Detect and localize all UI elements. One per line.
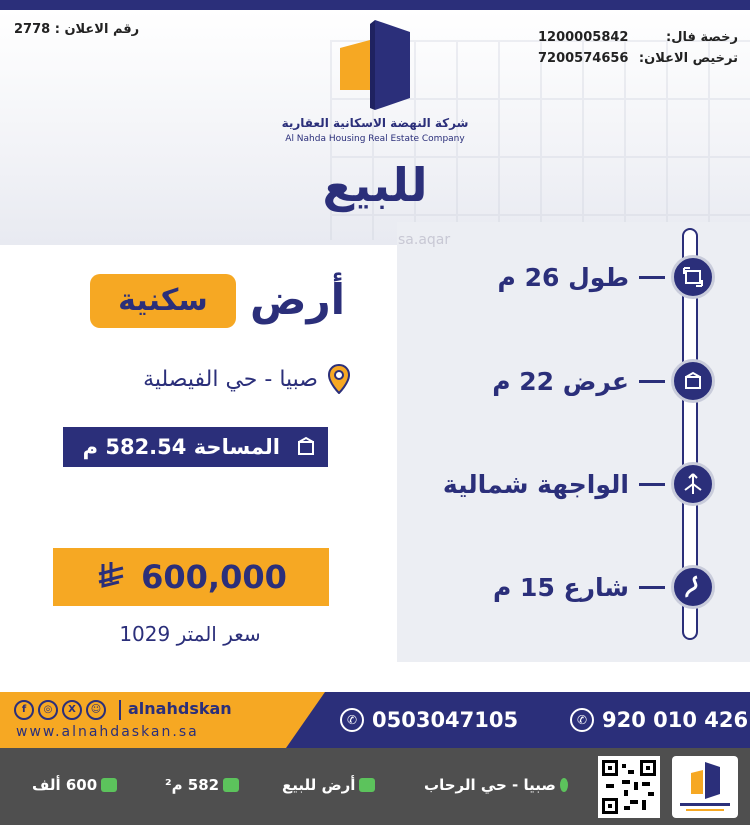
qr-code-icon [602, 760, 656, 814]
length-box-icon [671, 255, 715, 299]
snapchat-icon[interactable]: ☺ [86, 700, 106, 720]
company-name-ar: شركة النهضة الاسكانية العقارية [281, 116, 469, 130]
phone-1-number: 0503047105 [372, 708, 519, 732]
footer-location-label: صبيا - حي الرحاب [424, 776, 556, 794]
phone-icon: ✆ [340, 708, 364, 732]
footer-area-label: 582 م² [165, 776, 220, 794]
feature-dash [639, 483, 665, 486]
fal-license-label: رخصة فال: [666, 30, 738, 45]
area-box [63, 427, 328, 467]
area-box-icon [294, 435, 318, 459]
footer-type-label: أرض للبيع [282, 776, 356, 794]
feature-facade-label: الواجهة شمالية [442, 469, 629, 499]
feature-street-label: شارع 15 م [493, 572, 629, 602]
fal-license-value: 1200005842 [538, 30, 629, 45]
footer-price-label: 600 ألف [32, 776, 98, 794]
footer-type [282, 776, 375, 794]
feature-length-label: طول 26 م [497, 262, 629, 292]
feature-dash [639, 380, 665, 383]
social-icons [14, 700, 106, 720]
location-label: صبيا - حي الفيصلية [143, 366, 318, 392]
ad-permit-value: 7200574656 [538, 51, 629, 66]
feature-facade [420, 459, 715, 509]
social-separator [119, 700, 121, 720]
footer-location [424, 776, 568, 794]
area-label: المساحة 582.54 م [82, 435, 280, 459]
facebook-icon[interactable]: f [14, 700, 34, 720]
pin-icon [560, 778, 568, 792]
company-logo-small-icon [672, 756, 738, 818]
company-logo-small [672, 756, 738, 818]
feature-width [420, 356, 715, 406]
location [90, 364, 350, 394]
instagram-icon[interactable]: ◎ [38, 700, 58, 720]
location-pin-icon [328, 364, 350, 394]
phone-2[interactable] [570, 708, 748, 732]
company-name-en: Al Nahda Housing Real Estate Company [285, 134, 465, 144]
feature-length [420, 252, 715, 302]
phone-2-number: 920 010 426 [602, 708, 749, 732]
footer-area [165, 776, 239, 794]
direction-arrows-icon [671, 462, 715, 506]
ad-permit-label: ترخيص الاعلان: [638, 51, 738, 66]
wallet-icon [101, 778, 117, 792]
company-logo [340, 20, 410, 110]
for-sale-title: للبيع [322, 158, 428, 212]
social-handle[interactable]: alnahdskan [128, 699, 232, 718]
website-link[interactable]: www.alnahdaskan.sa [16, 724, 199, 740]
property-category-badge: سكنية [90, 274, 236, 328]
price-value: 600,000 [141, 558, 287, 596]
road-icon [671, 565, 715, 609]
phone-1[interactable] [340, 708, 518, 732]
feature-dash [639, 276, 665, 279]
property-type: أرض [250, 275, 346, 324]
watermark: sa.aqar [398, 232, 451, 248]
price-box [56, 551, 326, 603]
tag-icon [359, 778, 375, 792]
feature-street [420, 562, 715, 612]
x-icon[interactable]: X [62, 700, 82, 720]
license-info [538, 30, 738, 72]
width-box-icon [671, 359, 715, 403]
top-bar [0, 0, 750, 10]
ad-number: رقم الاعلان : 2778 [14, 22, 140, 37]
feature-dash [639, 586, 665, 589]
qr-code[interactable] [598, 756, 660, 818]
riyal-symbol-icon [95, 562, 129, 592]
phone-icon: ✆ [570, 708, 594, 732]
feature-width-label: عرض 22 م [492, 366, 629, 396]
price-per-meter: سعر المتر 1029 [119, 622, 261, 646]
footer-price [32, 776, 117, 794]
area-icon [223, 778, 239, 792]
